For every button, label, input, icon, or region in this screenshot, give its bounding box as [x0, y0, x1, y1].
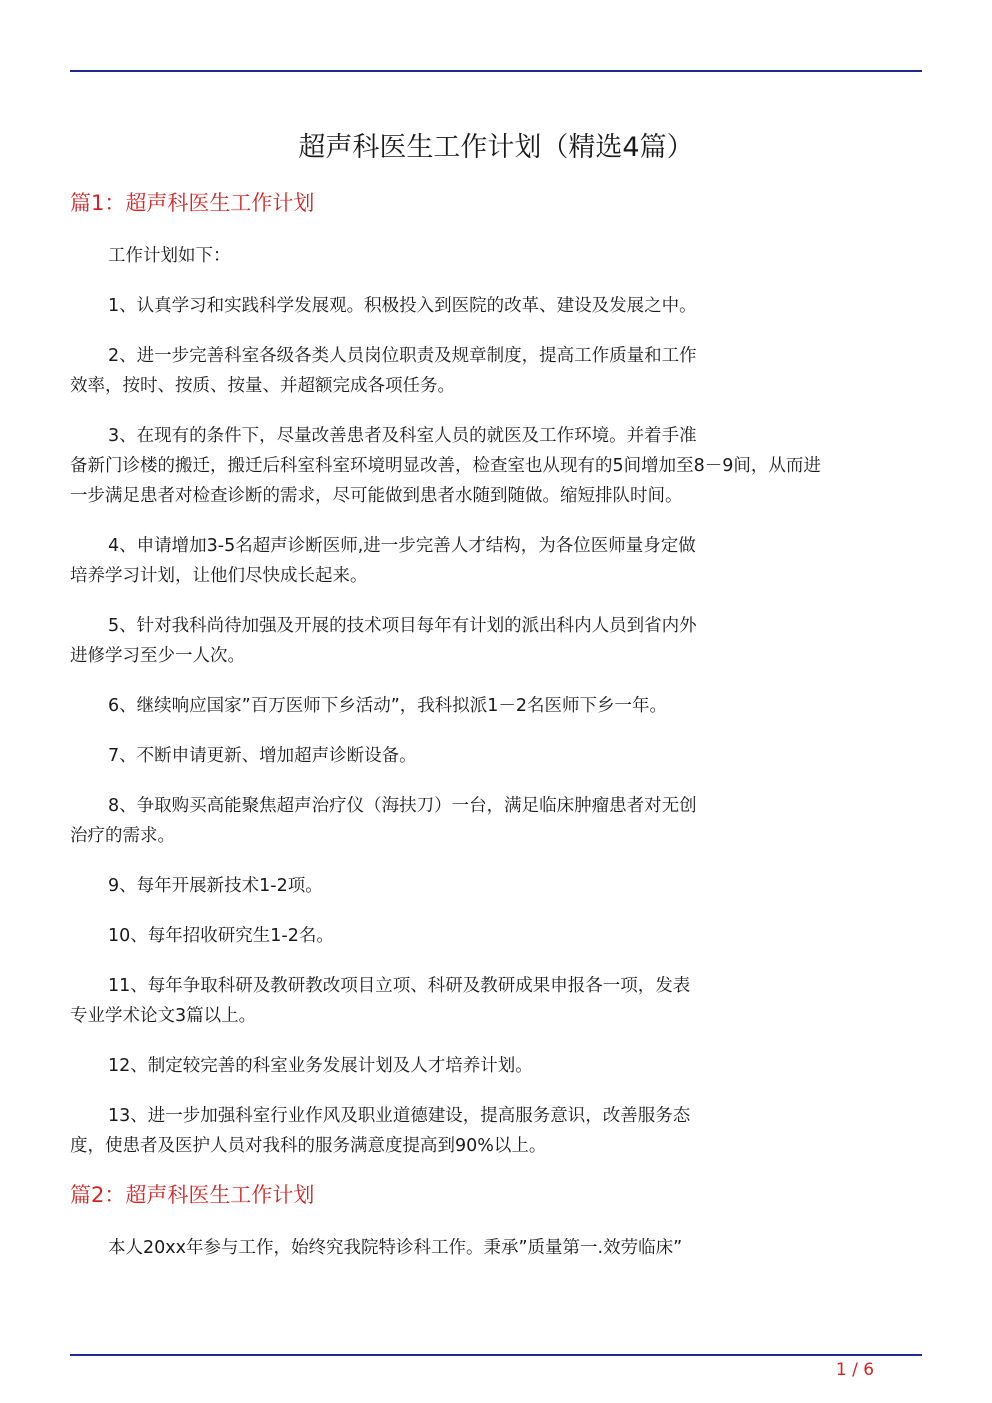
paragraph-section2-intro	[70, 1233, 922, 1263]
section-heading-1: 篇1：超声科医生工作计划	[70, 191, 315, 215]
paragraph-item-7	[70, 741, 922, 771]
paragraph-item-4	[70, 531, 922, 591]
paragraph-item-12	[70, 1051, 922, 1081]
paragraph-line: 治疗的需求。	[70, 826, 175, 846]
paragraph-line: 6、继续响应国家”百万医师下乡活动”，我科拟派1－2名医师下乡一年。	[108, 696, 668, 716]
section-heading-2: 篇2：超声科医生工作计划	[70, 1183, 315, 1207]
footer-rule	[70, 1354, 922, 1356]
paragraph-line: 10、每年招收研究生1-2名。	[108, 926, 334, 946]
paragraph-line: 1、认真学习和实践科学发展观。积极投入到医院的改革、建设及发展之中。	[108, 296, 697, 316]
paragraph-line: 8、争取购买高能聚焦超声治疗仪（海扶刀）一台，满足临床肿瘤患者对无创	[108, 796, 697, 816]
paragraph-item-10	[70, 921, 922, 951]
paragraph-item-5	[70, 611, 922, 671]
paragraph-item-9	[70, 871, 922, 901]
paragraph-line: 2、进一步完善科室各级各类人员岗位职责及规章制度，提高工作质量和工作	[108, 346, 697, 366]
paragraph-line: 11、每年争取科研及教研教改项目立项、科研及教研成果申报各一项，发表	[108, 976, 691, 996]
paragraph-item-2	[70, 341, 922, 401]
paragraph-line: 9、每年开展新技术1-2项。	[108, 876, 323, 896]
paragraph-line: 工作计划如下：	[108, 246, 231, 266]
paragraph-item-11	[70, 971, 922, 1031]
paragraph-item-13	[70, 1101, 922, 1161]
paragraph-line: 13、进一步加强科室行业作风及职业道德建设，提高服务意识，改善服务态	[108, 1106, 691, 1126]
paragraph-item-6	[70, 691, 922, 721]
paragraph-line: 3、在现有的条件下，尽量改善患者及科室人员的就医及工作环境。并着手准	[108, 426, 697, 446]
paragraph-line: 效率，按时、按质、按量、并超额完成各项任务。	[70, 376, 455, 396]
paragraph-item-3	[70, 421, 922, 511]
paragraph-line: 一步满足患者对检查诊断的需求，尽可能做到患者水随到随做。缩短排队时间。	[70, 486, 683, 506]
paragraph-line: 专业学术论文3篇以上。	[70, 1006, 257, 1026]
paragraph-item-8	[70, 791, 922, 851]
paragraph-line: 本人20xx年参与工作，始终究我院特诊科工作。秉承”质量第一.效劳临床”	[108, 1238, 683, 1258]
paragraph-item-1	[70, 291, 922, 321]
paragraph-line: 进修学习至少一人次。	[70, 646, 245, 666]
paragraph-line: 12、制定较完善的科室业务发展计划及人才培养计划。	[108, 1056, 533, 1076]
paragraph-intro	[70, 241, 922, 271]
document-title: 超声科医生工作计划（精选4篇）	[298, 132, 694, 163]
paragraph-line: 7、不断申请更新、增加超声诊断设备。	[108, 746, 417, 766]
page-number: 1 / 6	[835, 1360, 875, 1380]
header-rule	[70, 70, 922, 72]
paragraph-line: 培养学习计划，让他们尽快成长起来。	[70, 566, 368, 586]
paragraph-line: 4、申请增加3-5名超声诊断医师,进一步完善人才结构，为各位医师量身定做	[108, 536, 696, 556]
paragraph-line: 5、针对我科尚待加强及开展的技术项目每年有计划的派出科内人员到省内外	[108, 616, 697, 636]
paragraph-line: 度，使患者及医护人员对我科的服务满意度提高到90%以上。	[70, 1136, 547, 1156]
paragraph-line: 备新门诊楼的搬迁，搬迁后科室科室环境明显改善，检查室也从现有的5间增加至8－9间，从而进	[70, 456, 821, 476]
